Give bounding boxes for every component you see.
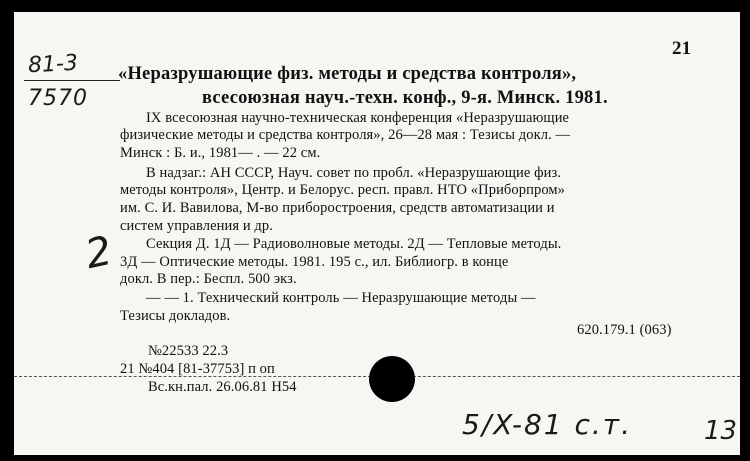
stamp-line-2: 21 №404 [81-37753] п оп [120, 361, 275, 377]
title-line-2: всесоюзная науч.-техн. конф., 9-я. Минск. 1981. [202, 88, 608, 108]
page-number: 21 [672, 38, 692, 59]
handwritten-date-note: 5/X-81 с.т. [462, 408, 632, 441]
body-line: Тезисы докладов. [120, 308, 231, 324]
body-line: — — 1. Технический контроль — Неразрушающие методы — [146, 290, 536, 306]
card-punch-hole [369, 356, 415, 402]
handwritten-underline [24, 80, 120, 81]
handwritten-margin-mark: 2 [81, 227, 116, 279]
body-line: систем управления и др. [120, 218, 273, 234]
body-line: Минск : Б. и., 1981— . — 22 см. [120, 145, 321, 161]
stamp-line-1: №22533 22.3 [148, 343, 229, 359]
body-line: В надзаг.: АН СССР, Науч. совет по пробл. «Неразрушающие физ. [146, 165, 561, 181]
stamp-line-3: Вс.кн.пал. 26.06.81 Н54 [148, 379, 297, 395]
body-line: физические методы и средства контроля», 26—28 мая : Тезисы докл. — [120, 127, 571, 143]
catalog-card [14, 12, 740, 455]
body-line: IX всесоюзная научно-техническая конференция «Неразрушающие [146, 110, 570, 126]
body-line: методы контроля», Центр. и Белорус. респ. правл. НТО «Приборпром» [120, 182, 566, 198]
body-line: 3Д — Оптические методы. 1981. 195 с., ил. Библиогр. в конце [120, 254, 509, 270]
handwritten-shelf-number-bottom: 7570 [28, 86, 88, 111]
title-line-1: «Неразрушающие физ. методы и средства контроля», [118, 64, 577, 84]
udc-code: 620.179.1 (063) [577, 322, 672, 338]
body-line: Секция Д. 1Д — Радиоволновые методы. 2Д — Тепловые методы. [146, 236, 562, 252]
handwritten-corner-number: 13 [704, 416, 738, 446]
body-line: им. С. И. Вавилова, М-во приборостроения, средств автоматизации и [120, 200, 555, 216]
body-line: докл. В пер.: Беспл. 500 экз. [120, 271, 297, 287]
handwritten-shelf-number-top: 81-3 [27, 50, 79, 79]
